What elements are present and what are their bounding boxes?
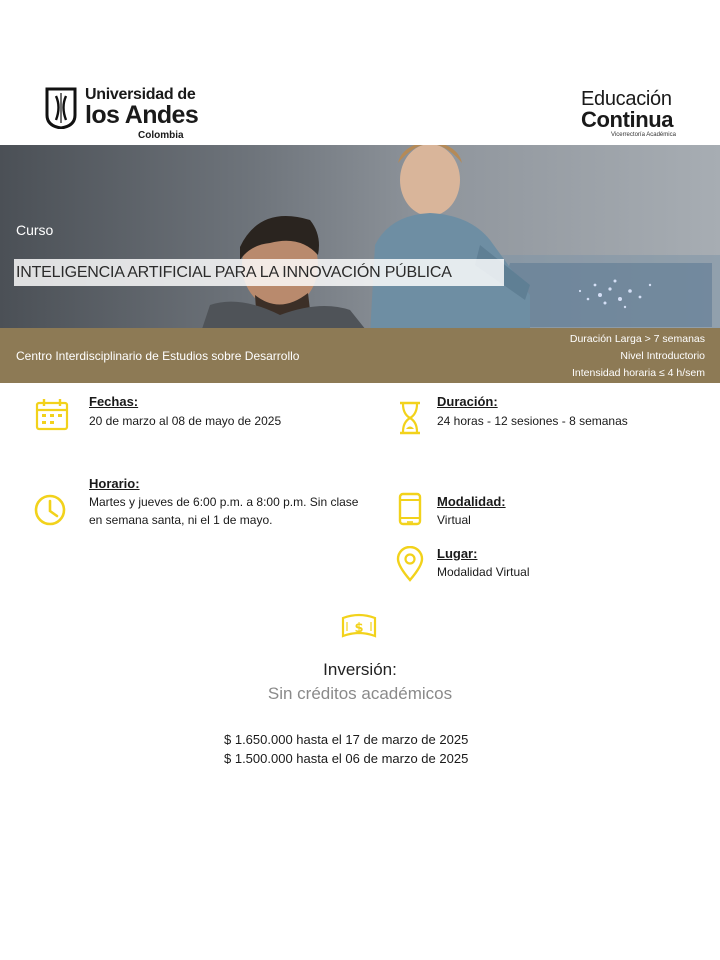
fechas-label: Fechas: <box>89 394 139 409</box>
horario-label: Horario: <box>89 476 140 491</box>
modalidad-label: Modalidad: <box>437 494 506 509</box>
course-specs <box>570 331 705 382</box>
fechas-value: 20 de marzo al 08 de mayo de 2025 <box>89 414 282 428</box>
educacion-continua-logo <box>581 88 691 144</box>
map-pin-icon <box>392 546 428 582</box>
spec-duracion: Duración Larga > 7 semanas <box>569 333 705 345</box>
university-name-line1: Universidad de <box>85 86 196 103</box>
ec-line2: Continua <box>581 107 674 132</box>
course-title: INTELIGENCIA ARTIFICIAL PARA LA INNOVACIÓN PÚBLICA <box>14 259 504 286</box>
ec-line1: Educación <box>581 88 672 110</box>
university-name-line2: los Andes <box>85 101 199 129</box>
horario-value: Martes y jueves de 6:00 p.m. a 8:00 p.m. Sin clase en semana santa, ni el 1 de mayo. <box>89 495 359 527</box>
price-line-2: $ 1.500.000 hasta el 06 de marzo de 2025 <box>224 751 469 766</box>
money-icon <box>340 612 378 640</box>
calendar-icon <box>34 396 70 432</box>
hourglass-icon <box>392 400 428 436</box>
lugar-label: Lugar: <box>437 546 478 561</box>
man-photo <box>200 185 370 328</box>
price-line-1: $ 1.650.000 hasta el 17 de marzo de 2025 <box>224 732 469 747</box>
spec-nivel: Nivel Introductorio <box>620 350 705 362</box>
clock-icon <box>32 492 68 528</box>
lugar-value: Modalidad Virtual <box>437 565 530 579</box>
center-name: Centro Interdisciplinario de Estudios sobre Desarrollo <box>16 349 300 363</box>
tablet-icon <box>392 492 428 528</box>
crest-icon <box>44 87 78 129</box>
banner-info-bar <box>0 328 720 383</box>
inversion-title: Inversión: <box>323 660 397 679</box>
duracion-label: Duración: <box>437 394 498 409</box>
svg-text:$: $ <box>354 621 364 636</box>
university-country: Colombia <box>138 130 184 141</box>
modalidad-value: Virtual <box>437 513 471 527</box>
course-banner <box>0 145 720 328</box>
spec-intensidad: Intensidad horaria ≤ 4 h/sem <box>571 367 705 379</box>
universidad-logo <box>44 85 199 143</box>
ec-line3: Vicerrectoría Académica <box>611 132 676 138</box>
duracion-value: 24 horas - 12 sesiones - 8 semanas <box>437 414 628 428</box>
header <box>0 0 720 145</box>
inversion-subtitle: Sin créditos académicos <box>267 684 453 703</box>
course-kind: Curso <box>16 222 54 238</box>
